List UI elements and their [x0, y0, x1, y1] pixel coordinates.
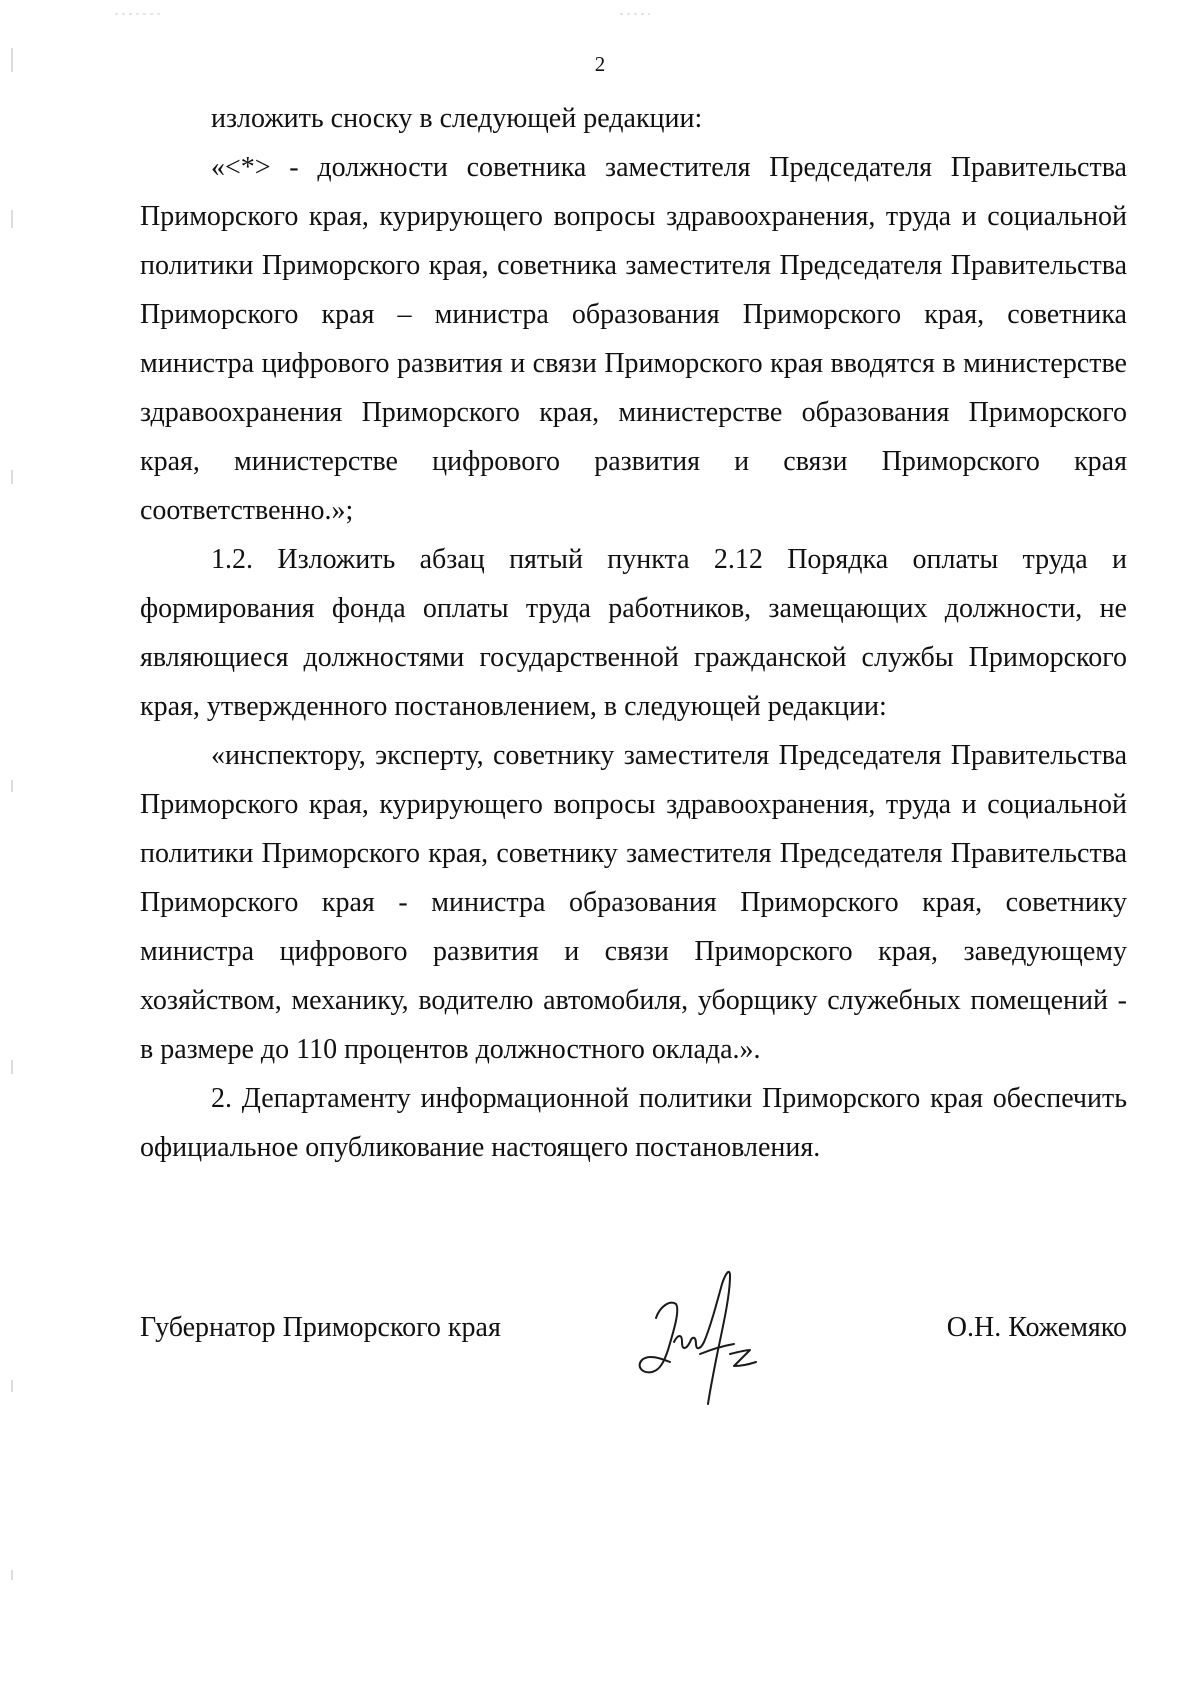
paragraph-footnote-intro: изложить сноску в следующей редакции: — [211, 103, 703, 134]
paragraph-item-1-2: 1.2. Изложить абзац пятый пункта 2.12 Порядка оплаты труда и формирования фонда оплаты труда работников, замещающих должности, не являющиеся должностями государственной гражданской службы Приморского края, утвержденного постановлением, в следующей редакции: — [140, 544, 1127, 722]
paragraph-item-1-2-text: «инспектору, эксперту, советнику заместителя Председателя Правительства Приморского края, курирующего вопросы здравоохранения, труда и социальной политики Приморского края, советнику заместителя Председателя Правительства Приморского края - министра образования Приморского края, советнику министра цифрового развития и связи Приморского края, заведующему хозяйством, механику, водителю автомобиля, уборщику служебных помещений - в размере до 110 процентов должностного оклада.». — [140, 740, 1127, 1065]
paragraph-item-2: 2. Департаменту информационной политики Приморского края обеспечить официальное опубликование настоящего постановления. — [140, 1083, 1127, 1163]
page-number: 2 — [594, 52, 606, 76]
document-body — [140, 94, 1127, 1172]
signer-position: Губернатор Приморского края — [140, 1312, 501, 1343]
signer-name: О.Н. Кожемяко — [946, 1312, 1127, 1343]
signature-block — [140, 1308, 1127, 1348]
paragraph-footnote-text: «<*> - должности советника заместителя Председателя Правительства Приморского края, курирующего вопросы здравоохранения, труда и социальной политики Приморского края, советника заместителя Председателя Правительства Приморского края – министра образования Приморского края, советника министра цифрового развития и связи Приморского края вводятся в министерстве здравоохранения Приморского края, министерстве образования Приморского края, министерстве цифрового развития и связи Приморского края соответственно.»; — [140, 152, 1127, 526]
